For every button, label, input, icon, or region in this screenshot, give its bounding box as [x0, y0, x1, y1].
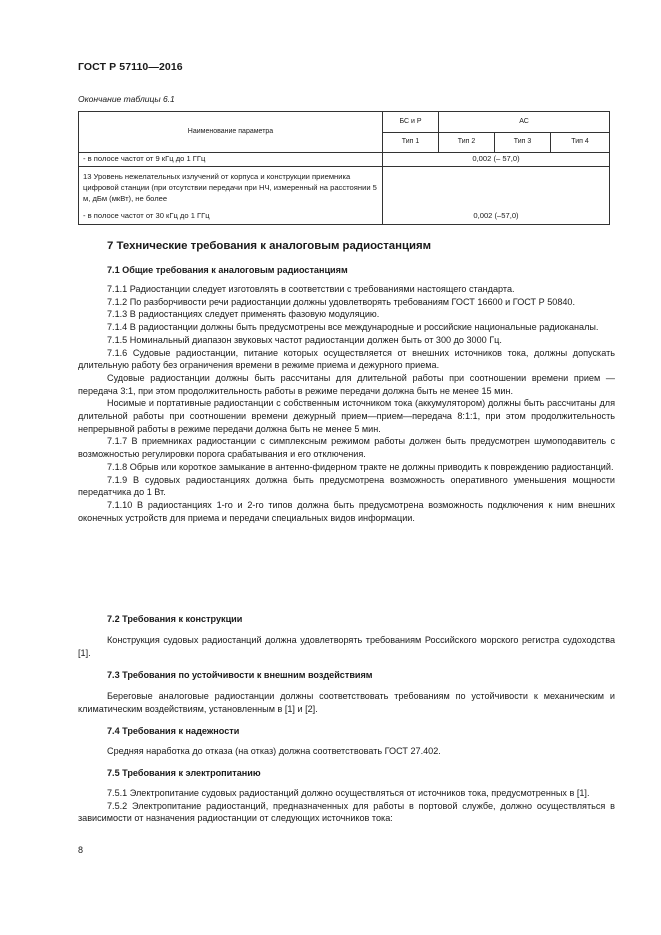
table-row-label: - в полосе частот от 30 кГц до 1 ГГц — [79, 210, 383, 225]
section-7-2-body — [78, 634, 615, 659]
table-row-label: - в полосе частот от 9 кГц до 1 ГГц — [79, 153, 383, 167]
paragraph: Носимые и портативные радиостанции с собственным источником тока (аккумулятором) должны быть рассчитаны для длительной работы при соотношении времени дежурный прием—прием—передача 8:1:1, при этом продолжительность непрерывной работы в режиме передачи должна быть не менее 5 мин. — [78, 398, 615, 434]
paragraph: 7.1.6 Судовые радиостанции, питание которых осуществляется от внешних источников тока, должны допускать длительную работу без ограничения времени в режиме приема и дежурного приема. — [78, 347, 615, 371]
parameters-table — [78, 111, 610, 225]
paragraph: Конструкция судовых радиостанций должна удовлетворять требованиям Российского морского регистра судоходства [1]. — [78, 635, 615, 658]
paragraph: Средняя наработка до отказа (на отказ) должна соответствовать ГОСТ 27.402. — [107, 746, 441, 756]
table-row-label: 13 Уровень нежелательных излучений от корпуса и конструкции приемника цифровой станции (при отсутствии передачи при НЧ, измеренный на расстоянии 5 м, дБм (мкВт), не более — [79, 167, 383, 210]
paragraph: 7.1.9 В судовых радиостанциях должна быть предусмотрена возможность оперативного уменьшения мощности передатчика до 1 Вт. — [78, 474, 615, 498]
paragraph: 7.5.1 Электропитание судовых радиостанций должно осуществляться от источников тока, предусмотренных в [1]. — [107, 788, 590, 798]
paragraph: 7.1.2 По разборчивости речи радиостанции должны удовлетворять требованиям ГОСТ 16600 и ГОСТ Р 50840. — [107, 296, 576, 307]
section-7-4-title: 7.4 Требования к надежности — [107, 726, 240, 736]
section-7-title: 7 Технические требования к аналоговым радиостанциям — [107, 240, 432, 252]
paragraph: Судовые радиостанции должны быть рассчитаны для длительной работы при соотношении времени прием — передача 3:1, при этом продолжительность работы в режиме передачи должна быть не менее 15 мин. — [78, 372, 615, 396]
table-row-value-empty — [383, 167, 610, 210]
paragraph: Береговые аналоговые радиостанции должны соответствовать требованиям по устойчивости к механическим и климатическим воздействиям, установленным в [1] и [2]. — [78, 691, 615, 714]
section-7-3-title: 7.3 Требования по устойчивости к внешним воздействиям — [107, 670, 373, 680]
table-row-value: 0,002 (– 57,0) — [383, 153, 610, 167]
paragraph: 7.5.2 Электропитание радиостанций, предназначенных для работы в портовой службе, должно осуществляться в зависимости от назначения радиостанции от следующих источников тока: — [78, 800, 615, 824]
section-7-1-body — [78, 283, 615, 524]
section-7-2-title: 7.2 Требования к конструкции — [107, 614, 243, 624]
section-7-5-title: 7.5 Требования к электропитанию — [107, 768, 261, 778]
paragraph: 7.1.1 Радиостанции следует изготовлять в соответствии с требованиями настоящего стандарта. — [107, 284, 515, 294]
page-number: 8 — [78, 845, 84, 855]
paragraph: 7.1.4 В радиостанции должны быть предусмотрены все международные и российские национальные радиоканалы. — [107, 322, 599, 333]
column-header-name: Наименование параметра — [79, 112, 383, 153]
section-7-4-body — [78, 745, 615, 758]
paragraph: 7.1.5 Номинальный диапазон звуковых частот радиостанции должен быть от 300 до 3000 Гц. — [107, 334, 502, 345]
section-7-1-title: 7.1 Общие требования к аналоговым радиостанциям — [107, 265, 348, 275]
column-header-as: АС — [439, 112, 610, 133]
paragraph: 7.1.10 В радиостанциях 1-го и 2-го типов должна быть предусмотрена возможность подключения к ним внешних оконечных устройств для приема и передачи специальных видов информации. — [78, 499, 615, 523]
column-header-type-1: Тип 1 — [383, 133, 439, 153]
table-row-value: 0,002 (–57,0) — [383, 210, 610, 225]
section-7-3-body — [78, 690, 615, 715]
paragraph: 7.1.3 В радиостанциях следует применять фазовую модуляцию. — [107, 309, 380, 320]
document-header: ГОСТ Р 57110—2016 — [78, 61, 183, 73]
paragraph: 7.1.8 Обрыв или короткое замыкание в антенно-фидерном тракте не должны приводить к повреждению радиостанций. — [107, 461, 614, 472]
column-header-type-4: Тип 4 — [551, 133, 610, 153]
column-header-bsr: БС и Р — [383, 112, 439, 133]
paragraph: 7.1.7 В приемниках радиостанции с симплексным режимом работы должен быть предусмотрен шумоподавитель с возможностью регулировки порога срабатывания и его отключения. — [78, 436, 615, 460]
table-caption: Окончание таблицы 6.1 — [78, 94, 175, 104]
column-header-type-2: Тип 2 — [439, 133, 495, 153]
column-header-type-3: Тип 3 — [495, 133, 551, 153]
section-7-5-body — [78, 787, 615, 825]
